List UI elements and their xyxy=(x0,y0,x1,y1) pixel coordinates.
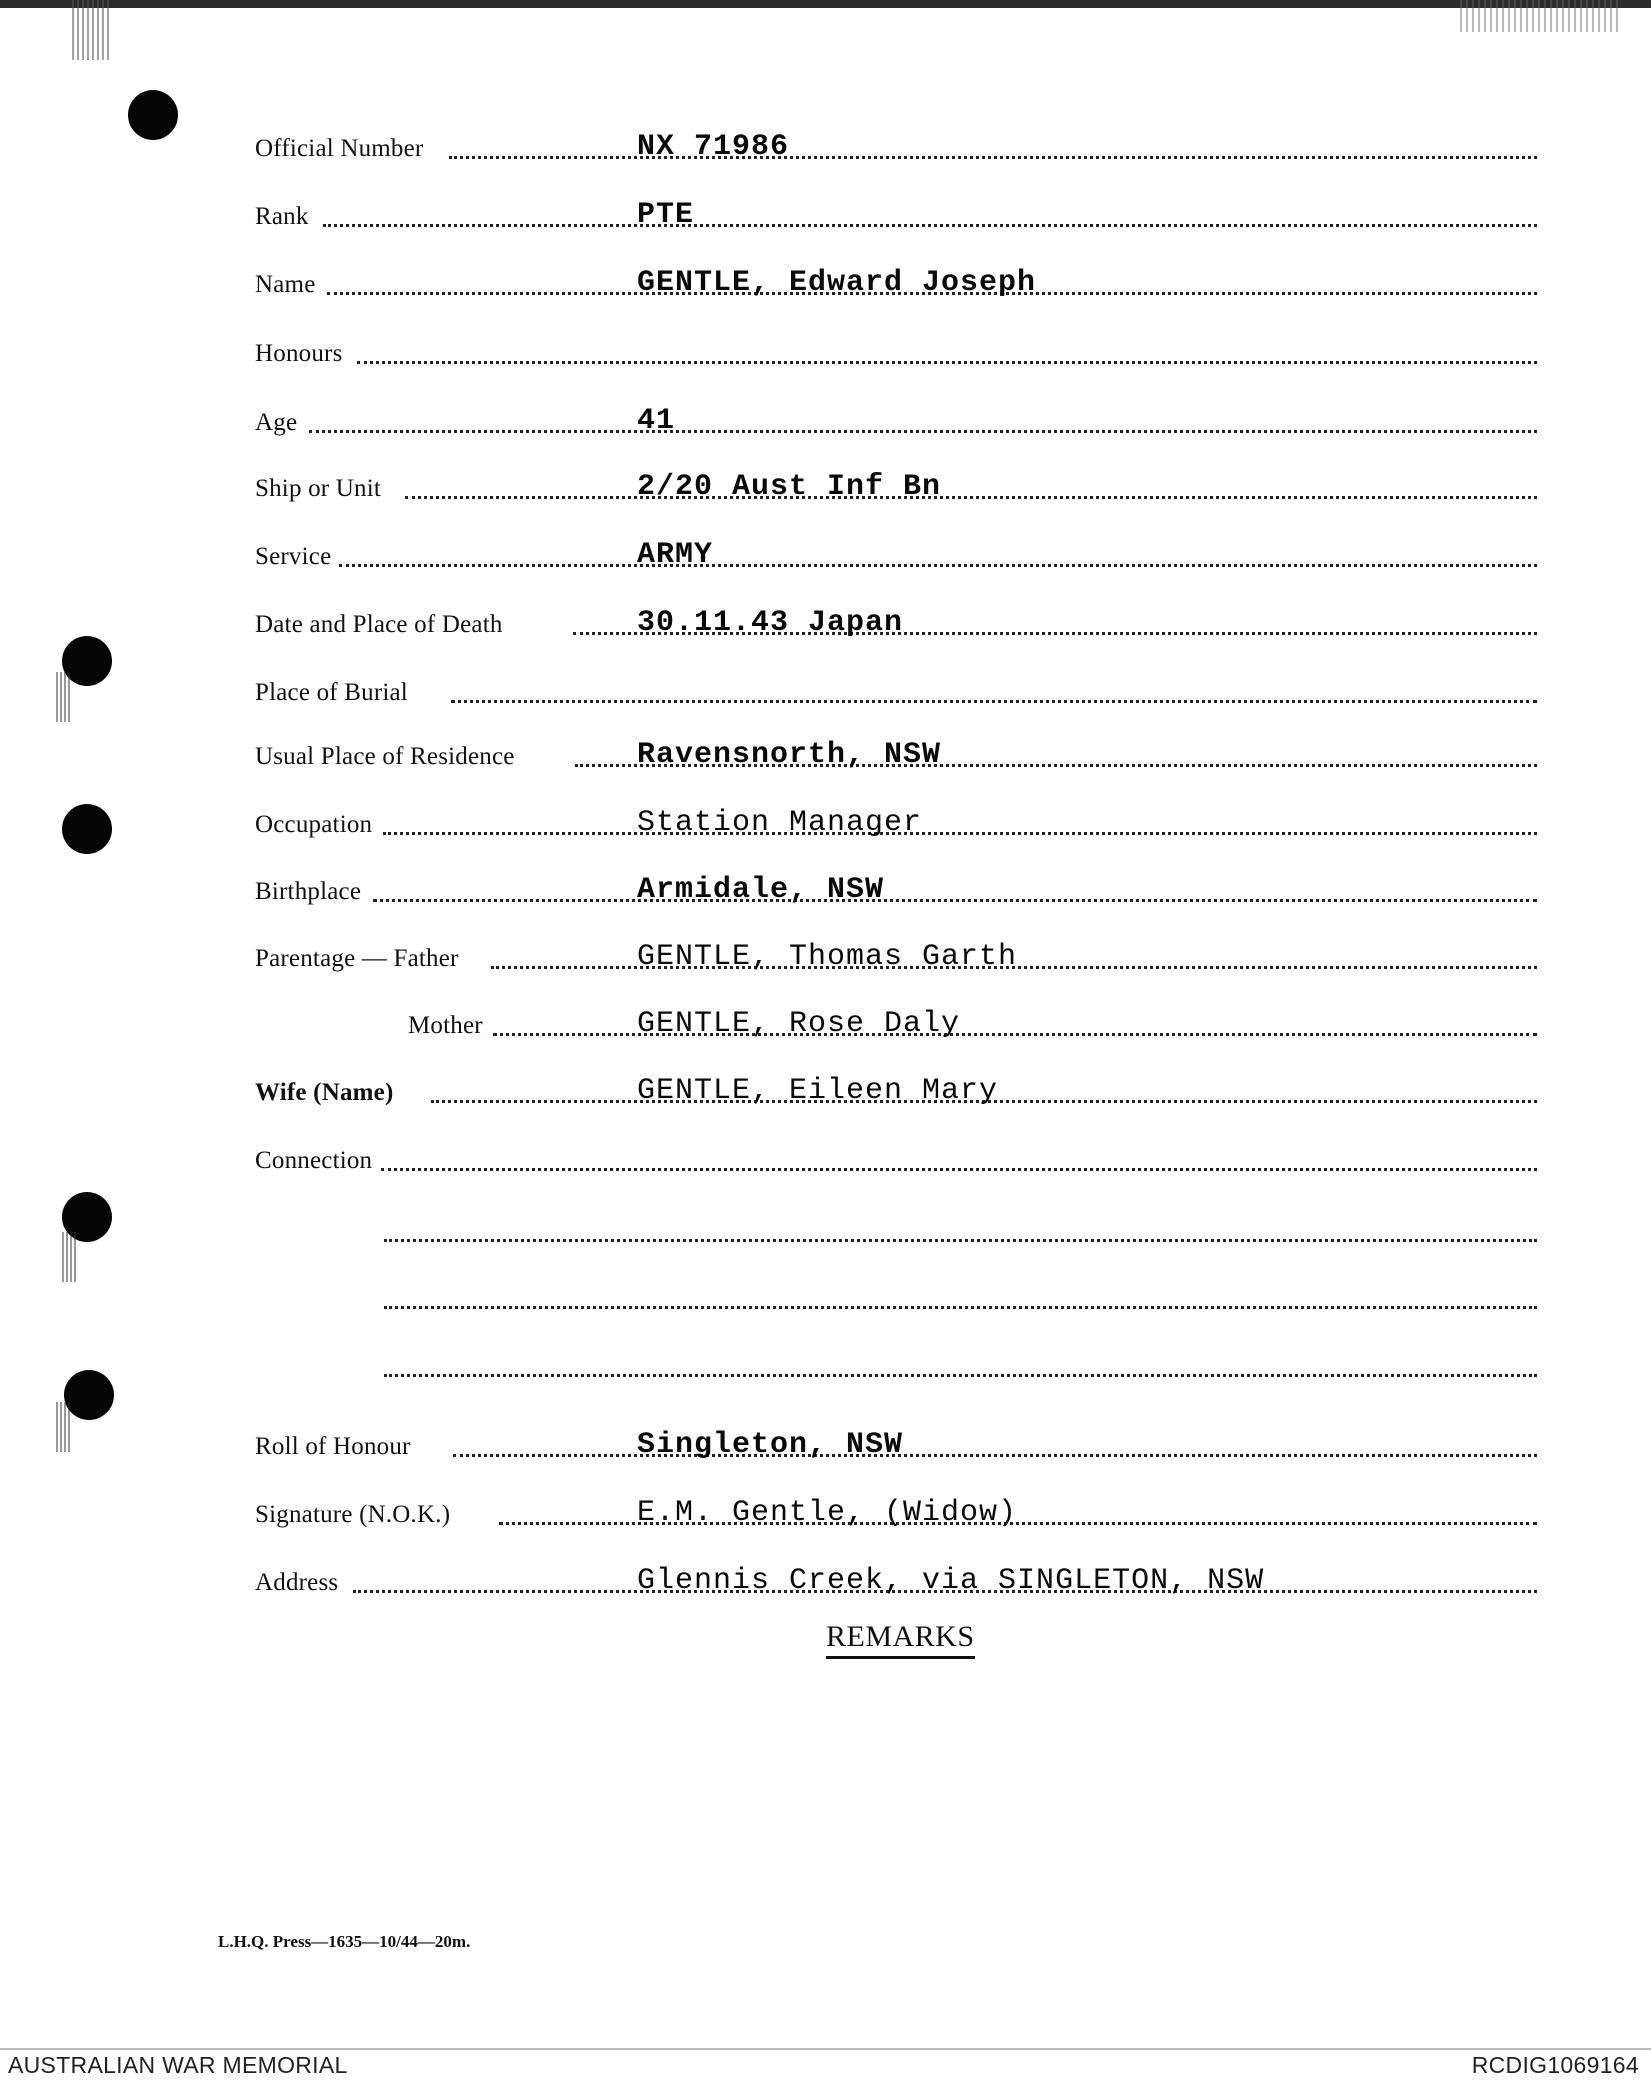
press-note: L.H.Q. Press—1635—10/44—20m. xyxy=(218,1932,471,1951)
scan-noise-left xyxy=(72,0,112,60)
row-residence xyxy=(255,728,1537,776)
connection-blank-line-1 xyxy=(384,1239,1537,1242)
scan-top-edge xyxy=(0,0,1651,8)
ship-unit-label: Ship or Unit xyxy=(255,475,382,502)
service-label: Service xyxy=(255,543,332,570)
punch-hole-spray-2 xyxy=(56,672,70,722)
punch-hole-spray-4 xyxy=(62,1232,76,1282)
dotted-line xyxy=(323,224,1537,227)
roll-of-honour-value: Singleton, NSW xyxy=(637,1428,904,1462)
rank-label: Rank xyxy=(255,203,309,230)
row-signature xyxy=(255,1486,1537,1534)
dotted-line xyxy=(309,430,1537,433)
punch-hole-1 xyxy=(128,90,178,140)
address-label: Address xyxy=(255,1569,339,1596)
row-date-place-death xyxy=(255,596,1537,644)
row-ship-unit xyxy=(255,460,1537,508)
row-service xyxy=(255,528,1537,576)
birthplace-value: Armidale, NSW xyxy=(637,873,885,907)
official-number-label: Official Number xyxy=(255,135,424,162)
father-value: GENTLE, Thomas Garth xyxy=(637,940,1018,974)
dotted-line xyxy=(339,564,1537,567)
address-value: Glennis Creek, via SINGLETON, NSW xyxy=(637,1564,1265,1598)
row-place-of-burial xyxy=(255,664,1537,712)
connection-blank-line-2 xyxy=(384,1306,1537,1309)
row-rank xyxy=(255,188,1537,236)
signature-label: Signature (N.O.K.) xyxy=(255,1501,451,1528)
row-roll-of-honour xyxy=(255,1418,1537,1466)
dotted-line xyxy=(373,899,1537,902)
wife-value: GENTLE, Eileen Mary xyxy=(637,1074,999,1108)
mother-label: Mother xyxy=(408,1012,483,1039)
residence-label: Usual Place of Residence xyxy=(255,743,515,770)
punch-hole-5 xyxy=(64,1370,114,1420)
name-label: Name xyxy=(255,271,316,298)
row-official-number xyxy=(255,120,1537,168)
mother-value: GENTLE, Rose Daly xyxy=(637,1007,961,1041)
dotted-line xyxy=(449,156,1537,159)
footer-record-id: RCDIG1069164 xyxy=(1471,2052,1639,2078)
footer-institution: AUSTRALIAN WAR MEMORIAL xyxy=(8,2052,348,2078)
punch-hole-3 xyxy=(62,804,112,854)
row-name xyxy=(255,256,1537,304)
father-label: Parentage — Father xyxy=(255,945,459,972)
row-connection xyxy=(255,1132,1537,1180)
occupation-label: Occupation xyxy=(255,811,373,838)
name-value: GENTLE, Edward Joseph xyxy=(637,266,1037,300)
row-occupation xyxy=(255,796,1537,844)
row-wife xyxy=(255,1064,1537,1112)
punch-hole-spray-5 xyxy=(56,1402,70,1452)
official-number-value: NX 71986 xyxy=(637,130,790,164)
honours-label: Honours xyxy=(255,340,343,367)
dotted-line xyxy=(383,832,1537,835)
death-label: Date and Place of Death xyxy=(255,611,503,638)
dotted-line xyxy=(357,361,1537,364)
footer-divider xyxy=(0,2048,1651,2050)
wife-label: Wife (Name) xyxy=(255,1079,394,1106)
dotted-line xyxy=(381,1168,1537,1171)
birthplace-label: Birthplace xyxy=(255,878,362,905)
ship-unit-value: 2/20 Aust Inf Bn xyxy=(637,470,942,504)
row-address xyxy=(255,1554,1537,1602)
connection-blank-line-3 xyxy=(384,1374,1537,1377)
dotted-line xyxy=(451,700,1537,703)
connection-label: Connection xyxy=(255,1147,373,1174)
occupation-value: Station Manager xyxy=(637,806,923,840)
age-label: Age xyxy=(255,409,298,436)
roll-of-honour-label: Roll of Honour xyxy=(255,1433,411,1460)
burial-label: Place of Burial xyxy=(255,679,408,706)
row-mother xyxy=(255,997,1537,1045)
residence-value: Ravensnorth, NSW xyxy=(637,738,942,772)
scan-noise-right xyxy=(1460,0,1620,32)
age-value: 41 xyxy=(637,404,676,438)
dotted-line xyxy=(405,496,1537,499)
row-birthplace xyxy=(255,863,1537,911)
rank-value: PTE xyxy=(637,198,695,232)
row-age xyxy=(255,394,1537,442)
signature-value: E.M. Gentle, (Widow) xyxy=(637,1496,1018,1530)
remarks-heading: REMARKS xyxy=(826,1620,975,1659)
dotted-line xyxy=(453,1454,1537,1457)
row-father xyxy=(255,930,1537,978)
service-value: ARMY xyxy=(637,538,714,572)
row-honours xyxy=(255,325,1537,373)
death-value: 30.11.43 Japan xyxy=(637,606,904,640)
